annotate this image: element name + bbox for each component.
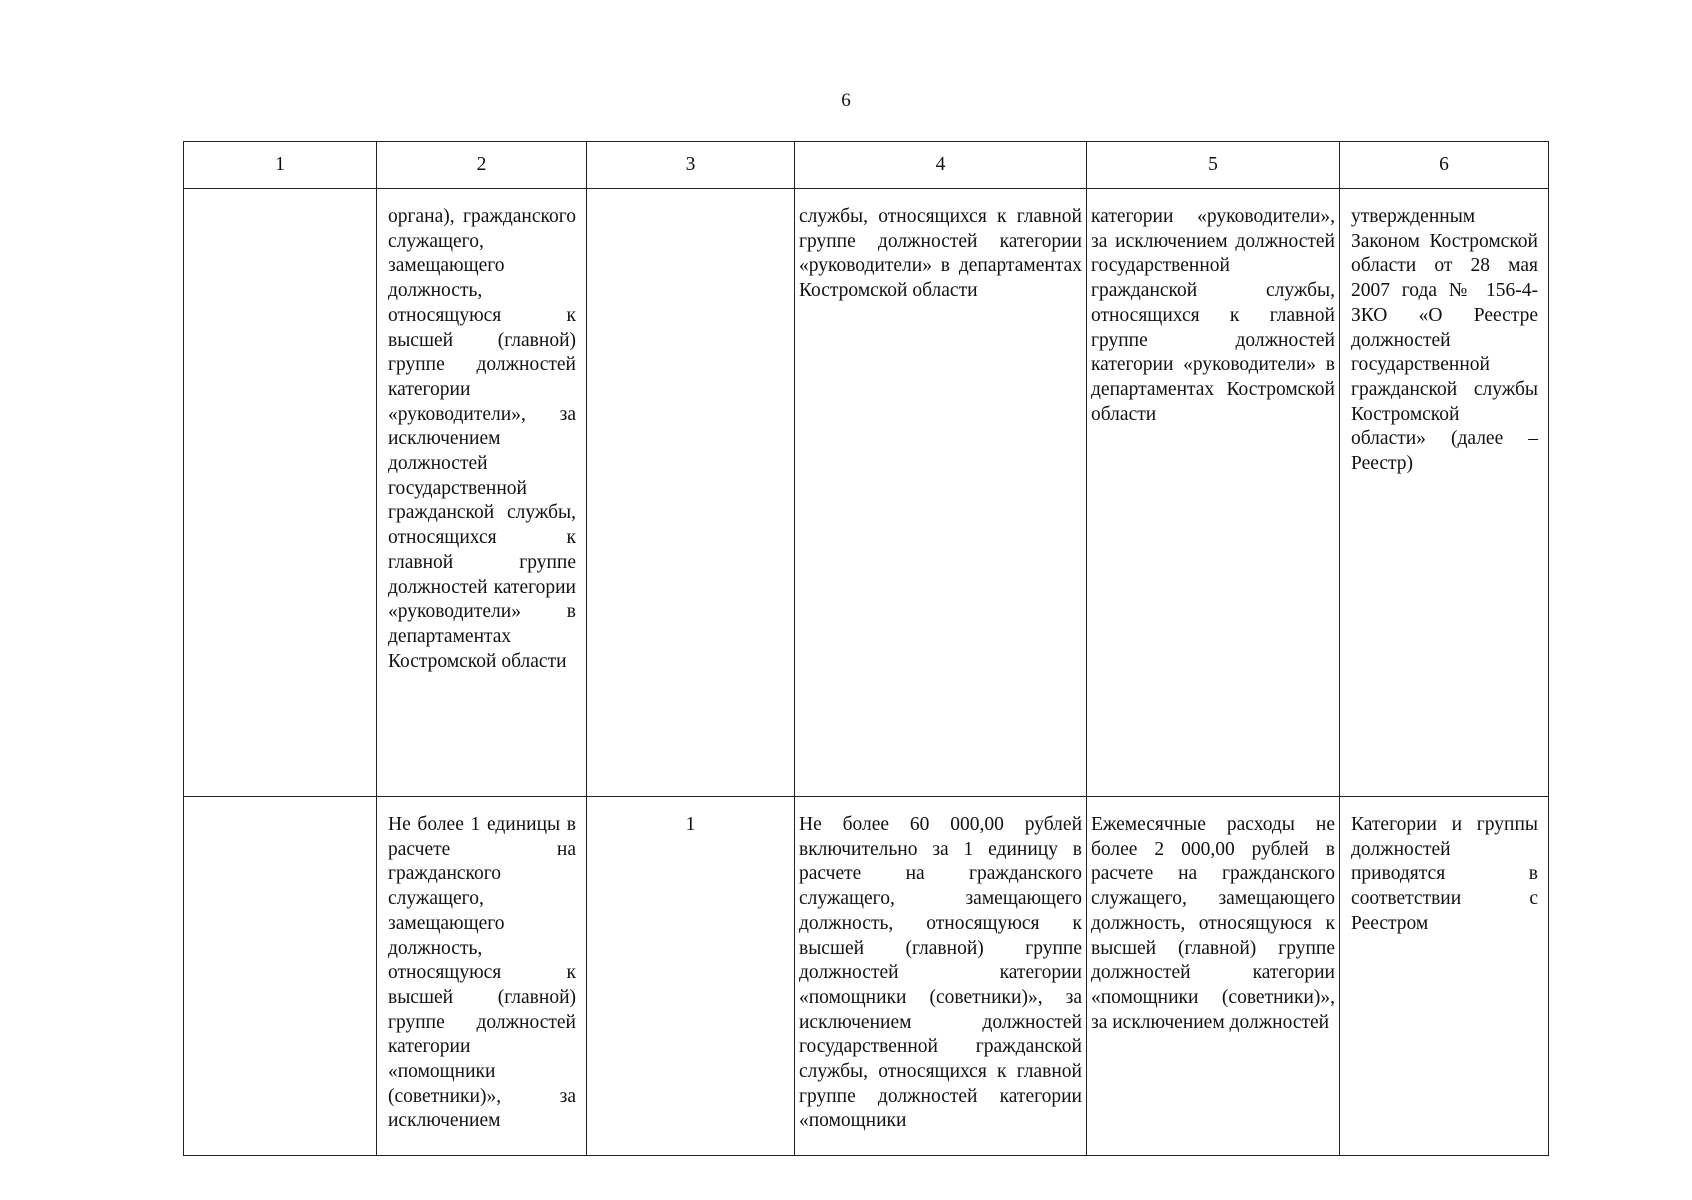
table-cell-col-1 [184,189,377,797]
table-cell-col-6 [1340,797,1549,1156]
column-header-6: 6 [1340,142,1549,189]
header-row [184,142,1549,189]
cell-text: 1 [685,814,696,835]
table-cell-col-5 [1087,189,1340,797]
column-header-2: 2 [377,142,587,189]
table-cell-col-3 [587,189,795,797]
cell-text: Ежемесячные расходы не более 2 000,00 рублей в расчете на гражданского служащего, замещающего должность, относящуюся к высшей (главной) группе должностей категории «помощники (советники)», за исключением должностей [1091,814,1335,1033]
cell-text: категории «руководители», за исключением должностей государственной гражданской службы, относящихся к главной группе должностей категории «руководители» в департаментах Костромской области [1091,206,1335,425]
cell-text: органа), гражданского служащего, замещающего должность, относящуюся к высшей (главной) группе должностей категории «руководители», за исключением должностей государственной гражданской службы, относящихся к главной группе должностей категории «руководители» в департаментах Костромской области [388,206,576,672]
table-row [184,797,1549,1156]
column-header-4: 4 [795,142,1087,189]
cell-text: Не более 60 000,00 рублей включительно за 1 единицу в расчете на гражданского служащего, замещающего должность, относящуюся к высшей (главной) группе должностей категории «помощники (советники)», за исключением должностей государственной гражданской службы, относящихся к главной группе должностей категории «помощники [799,814,1082,1132]
cell-text: утвержденным Законом Костромской области от 28 мая 2007 года № 156-4-ЗКО «О Реестре должностей государственной гражданской службы Костромской области» (далее – Реестр) [1351,206,1538,475]
table-cell-col-6 [1340,189,1549,797]
table-cell-col-5 [1087,797,1340,1156]
data-table [183,141,1549,1156]
cell-text: Не более 1 единицы в расчете на гражданского служащего, замещающего должность, относящуюся к высшей (главной) группе должностей категории «помощники (советники)», за исключением [388,814,576,1132]
table-row [184,189,1549,797]
page-number: 6 [841,90,851,111]
column-header-3: 3 [587,142,795,189]
table-cell-col-2 [377,797,587,1156]
table-cell-col-4 [795,189,1087,797]
table-cell-col-3 [587,797,795,1156]
table-cell-col-1 [184,797,377,1156]
column-header-5: 5 [1087,142,1340,189]
cell-text: службы, относящихся к главной группе должностей категории «руководители» в департаментах Костромской области [799,206,1082,302]
column-header-1: 1 [184,142,377,189]
table-cell-col-2 [377,189,587,797]
cell-text: Категории и группы должностей приводятся в соответствии с Реестром [1351,814,1538,934]
table-cell-col-4 [795,797,1087,1156]
